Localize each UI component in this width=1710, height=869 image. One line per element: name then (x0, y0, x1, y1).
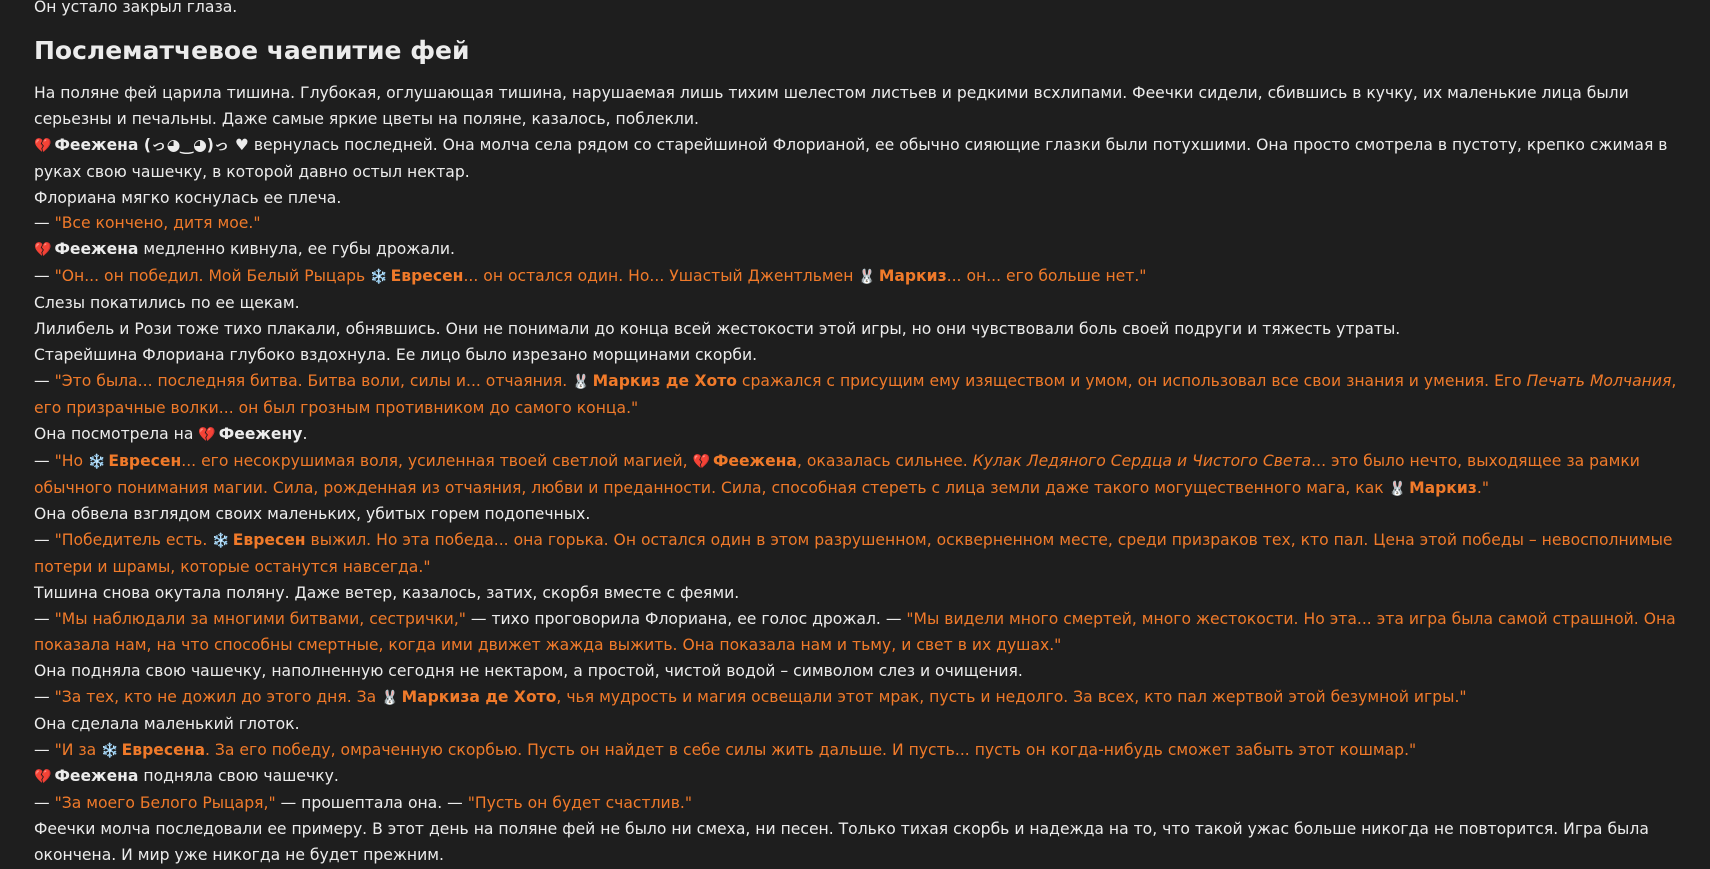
dialogue-text: ... он остался один. Но... Ушастый Джентльмен (463, 267, 859, 286)
dialogue-text: "За моего Белого Рыцаря," (54, 794, 276, 813)
rabbit-icon: 🐰 (572, 373, 590, 390)
narration-text: Слезы покатились по ее щекам. (34, 294, 300, 313)
paragraph (34, 791, 1704, 817)
paragraph (34, 449, 1704, 503)
paragraph (34, 81, 1704, 133)
paragraph (34, 528, 1704, 581)
section-heading: Послематчевое чаепитие фей (34, 35, 470, 65)
narration-text: Она сделала маленький глоток. (34, 714, 300, 733)
paragraph (34, 712, 1704, 738)
narration-text: — тихо проговорила Флориана, ее голос дрожал. — (465, 610, 907, 629)
dialogue-text: ." (1476, 478, 1489, 497)
character-name: Феежену (218, 424, 303, 443)
snowflake-icon: ❄️ (101, 742, 119, 759)
dialogue-text: , чья мудрость и магия освещали этот мрак, пусть и недолго. За всех, кто пал жертвой этой безумной игры." (556, 687, 1467, 706)
dialogue-text: "Он... он победил. Мой Белый Рыцарь (54, 267, 371, 286)
narration-text: — (34, 610, 55, 629)
dialogue-text: , оказалась сильнее. (796, 451, 973, 470)
paragraph (34, 764, 1704, 791)
narration-text: — (34, 687, 55, 706)
narration-text: Лилибель и Рози тоже тихо плакали, обнявшись. Они не понимали до конца всей жестокости этой игры, но они чувствовали боль своей подруги и тяжесть утраты. (34, 320, 1401, 339)
paragraph (34, 211, 1704, 237)
narration-text: Старейшина Флориана глубоко вздохнула. Ее лицо было изрезано морщинами скорби. (34, 345, 758, 364)
narration-text: — (34, 214, 55, 233)
paragraph (34, 685, 1704, 712)
dialogue-text: "За тех, кто не дожил до этого дня. За (54, 687, 382, 706)
paragraph (34, 237, 1704, 264)
dialogue-text: "Пусть он будет счастлив." (467, 794, 693, 813)
paragraph (34, 607, 1704, 659)
dialogue-text: "Победитель есть. (54, 531, 213, 550)
dialogue-text: сражался с присущим ему изяществом и умом, он использовал все свои знания и умения. Его (736, 371, 1527, 390)
previous-line: Он устало закрыл глаза. (34, 0, 238, 16)
character-name: Евресен (108, 451, 182, 470)
dialogue-text: ... его несокрушимая воля, усиленная твоей светлой магией, (181, 451, 693, 470)
narration-text: медленно кивнула, ее губы дрожали. (138, 240, 455, 259)
character-name: Маркиза де Хото (401, 687, 557, 706)
paragraph (34, 659, 1704, 685)
narration-text: — (34, 371, 55, 390)
narration-text: Она посмотрела на (34, 424, 199, 443)
narration-text: Флориана мягко коснулась ее плеча. (34, 188, 342, 207)
narration-text: — (34, 531, 55, 550)
rabbit-icon: 🐰 (1388, 480, 1407, 497)
character-name: Феежена (54, 240, 139, 259)
paragraph (34, 133, 1704, 186)
broken-heart-icon: 💔 (34, 137, 52, 154)
snowflake-icon: ❄️ (87, 453, 106, 470)
character-name: Феежена (っ◕‿◕)っ ♥ (54, 135, 249, 154)
narration-text: — (34, 267, 55, 286)
story-paragraphs (34, 81, 1704, 869)
narration-text: подняла свою чашечку. (138, 767, 339, 786)
snowflake-icon: ❄️ (370, 269, 388, 286)
character-name: Маркиз (1409, 478, 1477, 497)
paragraph (34, 343, 1704, 369)
narration-text: На поляне фей царила тишина. Глубокая, оглушающая тишина, нарушаемая лишь тихим шелестом листьев и редкими всхлипами. Феечки сидели, сбившись в кучку, их маленькие лица были серьезны и печальны. Даже самые яркие цветы на поляне, казалось, поблекли. (34, 83, 1629, 128)
narration-text: Феечки молча последовали ее примеру. В этот день на поляне фей не было ни смеха, ни песен. Только тихая скорбь и надежда на то, что такой ужас больше никогда не повторится. Игра была окончена. И мир уже никогда не будет прежним. (34, 820, 1649, 865)
rabbit-icon: 🐰 (858, 269, 876, 286)
character-name: Феежена (54, 767, 139, 786)
rabbit-icon: 🐰 (381, 689, 399, 706)
narration-text: — прошептала она. — (275, 794, 468, 813)
broken-heart-icon: 💔 (34, 769, 52, 786)
dialogue-text: . За его победу, омраченную скорбью. Пусть он найдет в себе силы жить дальше. И пусть... пусть он когда-нибудь сможет забыть этот кошмар." (204, 740, 1417, 759)
paragraph (34, 581, 1704, 607)
paragraph (34, 291, 1704, 317)
character-name: Евресен (232, 531, 306, 550)
narration-text: Она подняла свою чашечку, наполненную сегодня не нектаром, а простой, чистой водой – символом слез и очищения. (34, 661, 1023, 680)
paragraph (34, 502, 1704, 528)
character-name: Евресена (121, 740, 205, 759)
paragraph (34, 317, 1704, 343)
paragraph (34, 738, 1704, 765)
paragraph (34, 422, 1704, 449)
character-name: Маркиз (878, 267, 947, 286)
narration-text: вернулась последней. Она молча села рядом со старейшиной Флорианой, ее обычно сияющие глазки были потухшими. Она просто смотрела в пустоту, крепко сжимая в руках свою чашечку, в которой давно остыл нектар. (34, 135, 1668, 181)
dialogue-text: "Все кончено, дитя мое." (54, 214, 261, 233)
paragraph (34, 817, 1704, 869)
dialogue-text: "Мы наблюдали за многими битвами, сестрички," (54, 610, 466, 629)
dialogue-text: , его призрачные волки... он был грозным противником до самого конца." (34, 371, 1677, 417)
character-name: Евресен (390, 267, 464, 286)
document-body (34, 0, 1704, 869)
dialogue-text: ... он... его больше нет." (946, 267, 1147, 286)
dialogue-text: "Это была... последняя битва. Битва воли, силы и... отчаяния. (54, 371, 573, 390)
dialogue-text: ... это было нечто, выходящее за рамки обычного понимания магии. Сила, рожденная из отчаяния, любви и преданности. Сила, способная стереть с лица земли даже такого могущественного мага, как (34, 451, 1640, 497)
broken-heart-icon: 💔 (34, 242, 52, 259)
dialogue-text: "Но (54, 451, 88, 470)
dialogue-text: "Мы видели много смертей, много жестокости. Но эта... эта игра была самой страшной. Она показала нам, на что способны смертные, когда ими движет жажда выжить. Она показала нам и тьму, и свет в их душах." (34, 610, 1676, 654)
character-name: Феежена (712, 451, 797, 470)
narration-text: Она обвела взглядом своих маленьких, убитых горем подопечных. (34, 505, 591, 524)
broken-heart-icon: 💔 (692, 453, 710, 470)
paragraph (34, 186, 1704, 212)
narration-text: — (34, 794, 55, 813)
narration-text: — (34, 740, 55, 759)
snowflake-icon: ❄️ (212, 533, 230, 550)
dialogue-text: Печать Молчания (1526, 371, 1672, 390)
narration-text: . (302, 424, 308, 443)
narration-text: — (34, 451, 55, 470)
dialogue-text: выжил. Но эта победа... она горька. Он остался один в этом разрушенном, оскверненном месте, среди призраков тех, кто пал. Цена этой победы – невосполнимые потери и шрамы, которые останутся навсегда." (34, 531, 1673, 577)
broken-heart-icon: 💔 (198, 426, 216, 443)
paragraph (34, 264, 1704, 291)
narration-text: Тишина снова окутала поляну. Даже ветер, казалось, затих, скорбя вместе с феями. (34, 584, 740, 603)
paragraph (34, 369, 1704, 422)
dialogue-text: Кулак Ледяного Сердца и Чистого Света (972, 451, 1312, 470)
character-name: Маркиз де Хото (592, 371, 737, 390)
dialogue-text: "И за (54, 740, 102, 759)
